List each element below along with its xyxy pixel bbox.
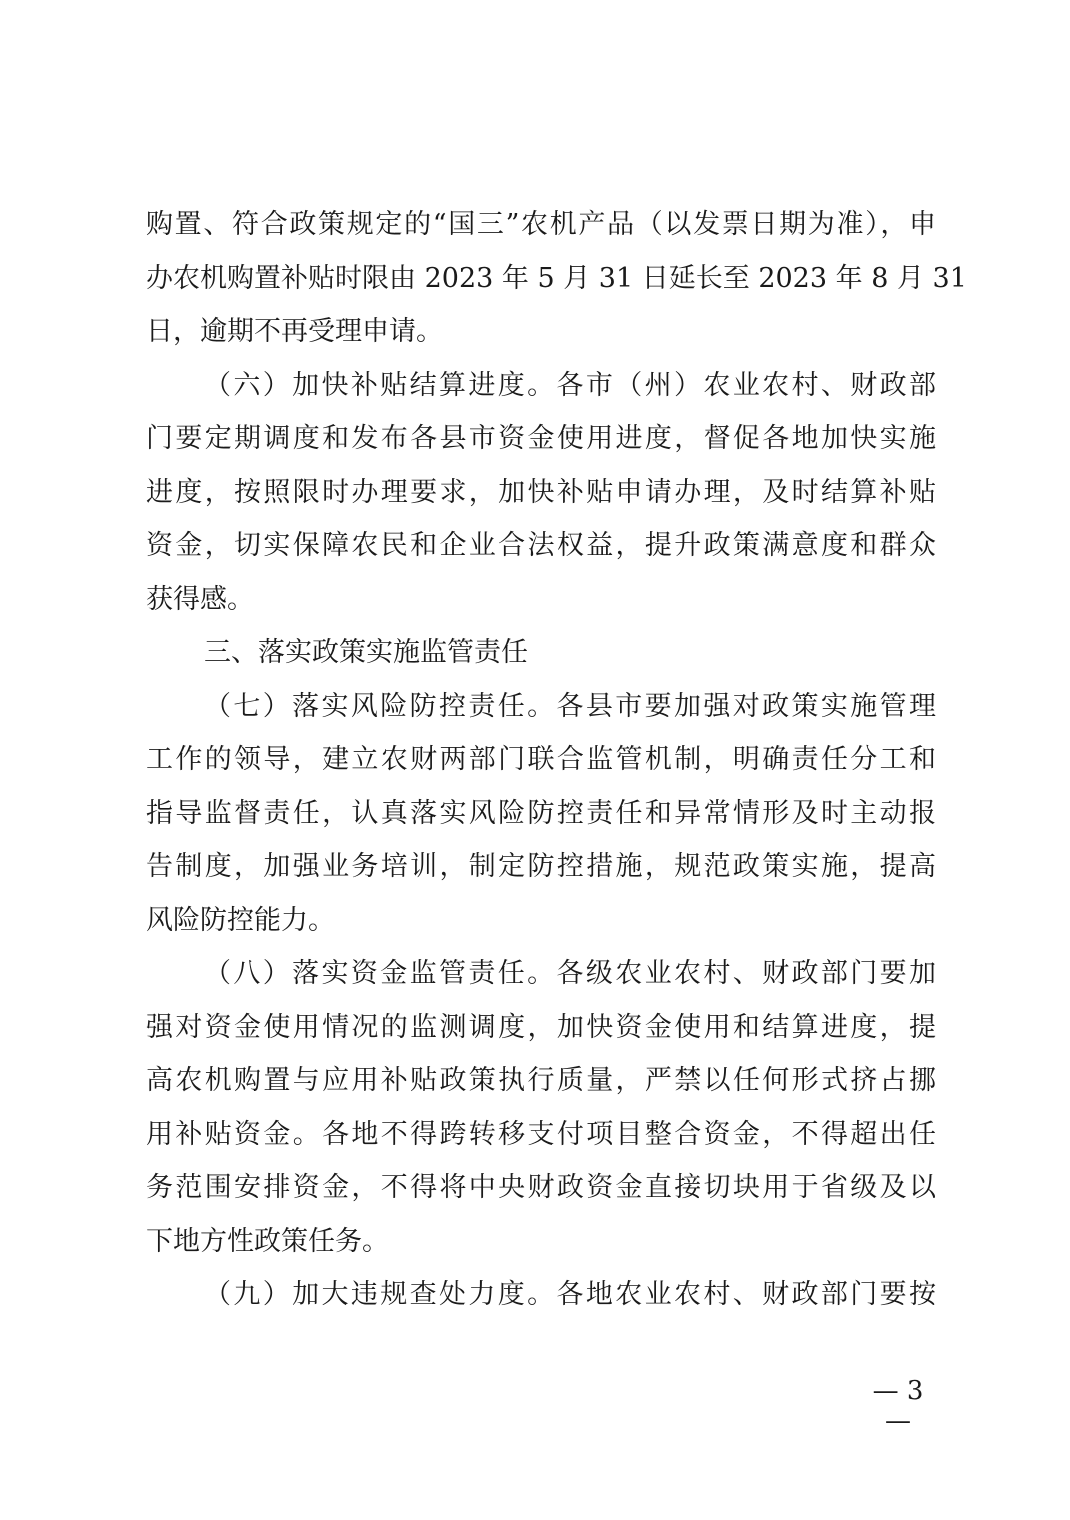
- text-line: 强对资金使用情况的监测调度，加快资金使用和结算进度，提: [146, 1011, 936, 1043]
- text-line: 资金，切实保障农民和企业合法权益，提升政策满意度和群众: [146, 530, 936, 561]
- text-line: 办农机购置补贴时限由 2023 年 5 月 31 日延长至 2023 年 8 月 31: [146, 262, 967, 294]
- text-line: 风险防控能力。: [146, 904, 335, 936]
- paragraph-nine-start: （九）加大违规查处力度。各地农业农村、财政部门要按: [204, 1279, 936, 1310]
- text-line: 高农机购置与应用补贴政策执行质量，严禁以任何形式挤占挪: [146, 1065, 936, 1096]
- text-line: 工作的领导，建立农财两部门联合监管机制，明确责任分工和: [146, 744, 936, 775]
- text-line: 购置、符合政策规定的“国三”农机产品（以发票日期为准），申: [146, 209, 936, 240]
- section-heading: 三、落实政策实施监管责任: [204, 637, 528, 668]
- paragraph-eight-start: （八）落实资金监管责任。各级农业农村、财政部门要加: [204, 958, 936, 989]
- document-body: [146, 198, 967, 1322]
- page-number: — 3 —: [872, 1376, 924, 1436]
- paragraph-six-start: （六）加快补贴结算进度。各市（州）农业农村、财政部: [204, 369, 936, 401]
- paragraph-seven-start: （七）落实风险防控责任。各县市要加强对政策实施管理: [204, 690, 936, 722]
- text-line: 告制度，加强业务培训，制定防控措施，规范政策实施，提高: [146, 851, 936, 882]
- text-line: 用补贴资金。各地不得跨转移支付项目整合资金，不得超出任: [146, 1118, 936, 1150]
- text-line: 获得感。: [146, 583, 254, 615]
- text-line: 门要定期调度和发布各县市资金使用进度，督促各地加快实施: [146, 423, 936, 454]
- text-line: 日，逾期不再受理申请。: [146, 316, 443, 347]
- text-line: 下地方性政策任务。: [146, 1225, 389, 1257]
- text-line: 指导监督责任，认真落实风险防控责任和异常情形及时主动报: [146, 797, 936, 829]
- text-line: 进度，按照限时办理要求，加快补贴申请办理，及时结算补贴: [146, 476, 936, 508]
- text-line: 务范围安排资金，不得将中央财政资金直接切块用于省级及以: [146, 1172, 936, 1203]
